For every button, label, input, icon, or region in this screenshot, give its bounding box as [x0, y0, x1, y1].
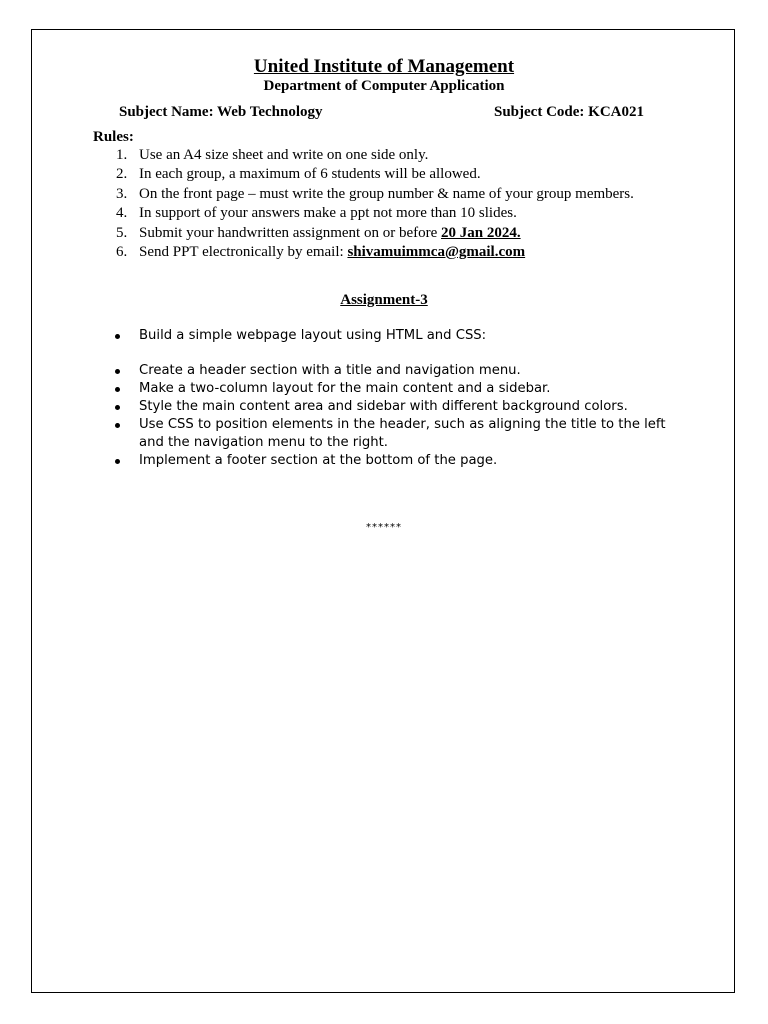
deadline-date: 20 Jan 2024.: [441, 224, 521, 241]
list-item: [0, 362, 768, 380]
rule-item: [0, 224, 768, 243]
task-text: Create a header section with a title and navigation menu.: [139, 363, 521, 378]
email-link[interactable]: shivamuimmca@gmail.com: [347, 243, 526, 260]
assignment-heading: Assignment-3: [340, 292, 428, 308]
rule-text: Submit your handwritten assignment on or before: [139, 224, 442, 241]
list-item: [0, 327, 768, 345]
rule-number: 6.: [116, 243, 128, 260]
assignment-task-list: [0, 362, 768, 470]
bullet-icon: [115, 387, 120, 392]
rule-item: [0, 185, 768, 204]
task-text: Implement a footer section at the bottom of the page.: [139, 453, 498, 468]
rule-item: [0, 243, 768, 262]
rule-text: Send PPT electronically by email:: [139, 243, 348, 260]
rule-item: [0, 165, 768, 184]
bullet-icon: [115, 459, 120, 464]
institute-title: United Institute of Management: [253, 56, 515, 77]
list-item: [0, 380, 768, 398]
task-text: Use CSS to position elements in the header, such as aligning the title to the left and the navigation menu to the right.: [139, 417, 666, 450]
rule-item: [0, 204, 768, 223]
bullet-icon: [115, 405, 120, 410]
end-marker: ******: [366, 522, 402, 533]
subject-name: Subject Name: Web Technology: [119, 104, 323, 120]
rule-text-wrap: [139, 243, 525, 262]
assignment-intro: Build a simple webpage layout using HTML and CSS:: [139, 328, 487, 343]
department-subtitle: Department of Computer Application: [263, 78, 505, 94]
rule-text: On the front page – must write the group number & name of your group members.: [139, 185, 634, 202]
bullet-icon: [115, 423, 120, 428]
rules-heading: Rules:: [93, 129, 134, 145]
task-text: Style the main content area and sidebar with different background colors.: [139, 399, 628, 414]
rule-text: In each group, a maximum of 6 students will be allowed.: [139, 166, 481, 183]
bullet-icon: [115, 369, 120, 374]
bullet-icon: [115, 334, 120, 339]
rule-number: 4.: [116, 205, 128, 222]
rule-number: 2.: [116, 166, 128, 183]
subject-code: Subject Code: KCA021: [494, 104, 644, 120]
list-item: [0, 416, 768, 452]
rule-number: 3.: [116, 185, 128, 202]
assignment-intro-list: [0, 327, 768, 345]
list-item: [0, 452, 768, 470]
rule-number: 5.: [116, 224, 128, 241]
task-text: Make a two-column layout for the main content and a sidebar.: [139, 381, 551, 396]
list-item: [0, 398, 768, 416]
rule-item: [0, 146, 768, 165]
rule-text-wrap: [139, 224, 521, 243]
rule-text: Use an A4 size sheet and write on one side only.: [139, 147, 429, 163]
rule-text: In support of your answers make a ppt not more than 10 slides.: [139, 205, 517, 222]
rule-number: 1.: [116, 147, 128, 163]
rules-list: [0, 146, 768, 262]
